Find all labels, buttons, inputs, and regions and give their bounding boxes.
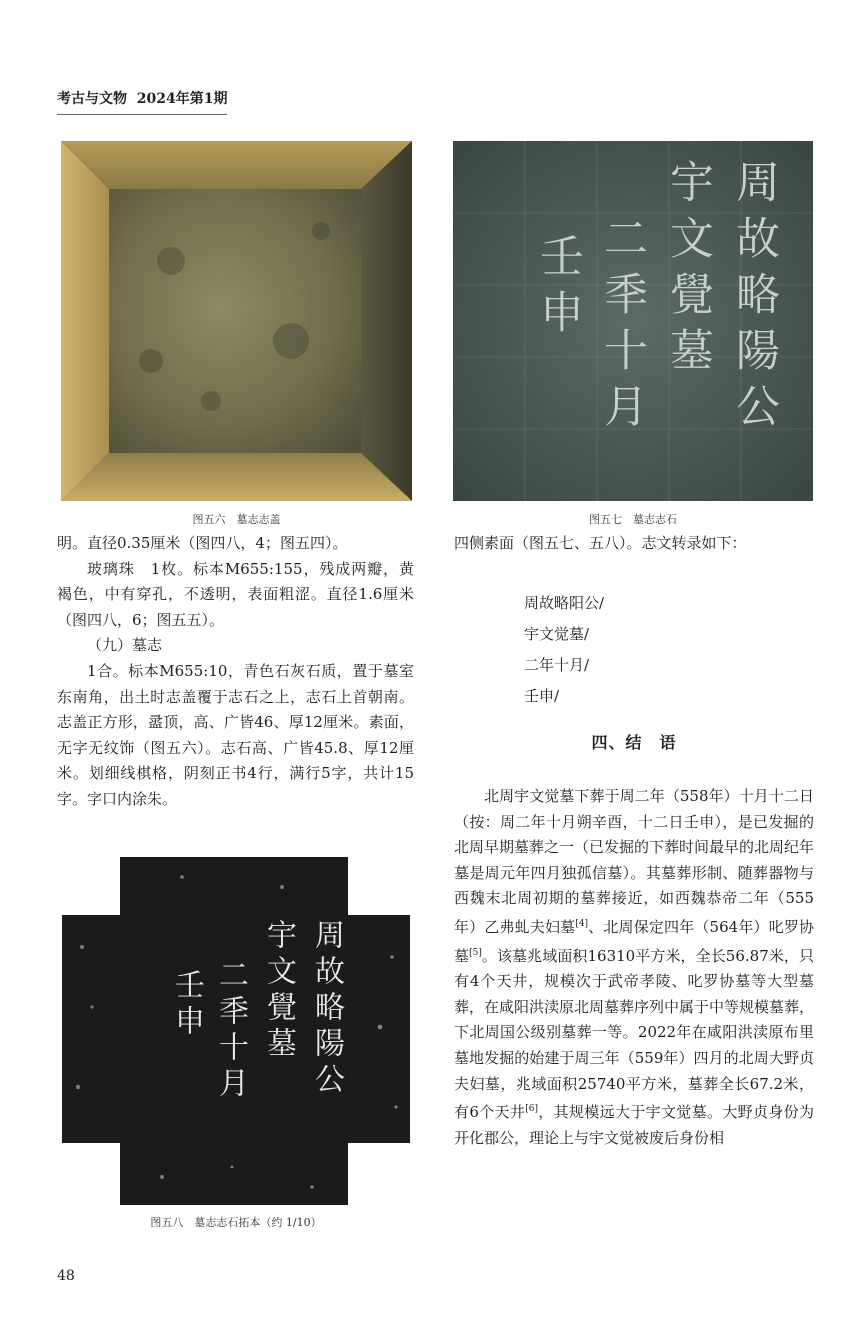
right-column-text [454, 784, 814, 1151]
paragraph: 四侧素面（图五七、五八）。志文转录如下： [454, 534, 747, 552]
stone-inscription-col-3: 二秊十月 [596, 215, 647, 439]
figure-56-photo [61, 141, 412, 501]
journal-header [57, 88, 227, 115]
stone-inscription-col-2: 宇文覺墓 [662, 159, 713, 383]
right-column-intro [454, 531, 814, 557]
epitaph-lid-image [61, 141, 412, 501]
citation-6[interactable]: [6] [525, 1104, 538, 1115]
stone-inscription-col-4: 壬申 [532, 233, 583, 345]
paragraph: 1合。标本M655:10，青色石灰石质，置于墓室东南角，出土时志盖覆于志石之上，志石上首朝南。志盖正方形，盝顶，高、广皆46、厚12厘米。素面，无字无纹饰（图五六）。志石高、广皆45.8、厚12厘米。划细线棋格，阴刻正书4行，满行5字，共计15字。字口内涂朱。 [57, 661, 414, 808]
figure-57-caption: 图五七 墓志志石 [589, 513, 677, 526]
figure-58-caption: 图五八 墓志志石拓本（约 1/10） [150, 1216, 322, 1229]
paragraph [454, 784, 814, 1151]
citation-4[interactable]: [4] [575, 918, 589, 929]
paragraph-text: ，其规模远大于宇文觉墓。大野贞身份为开化郡公，理论上与宇文觉被废后身份相 [454, 1103, 814, 1147]
rubbing-inscription-col-3: 二秊十月 [213, 959, 248, 1103]
figure-58-photo [62, 857, 410, 1205]
paragraph: 玻璃珠 1枚。标本M655:155，残成两瓣，黄褐色，中有穿孔，不透明，表面粗涩。直径1.6厘米（图四八，6；图五五）。 [57, 559, 414, 629]
section-heading: 四、结 语 [591, 733, 677, 752]
journal-name: 考古与文物 [57, 91, 127, 107]
figure-56-caption: 图五六 墓志志盖 [192, 513, 281, 526]
rubbing-inscription-col-1: 周故略陽公 [309, 919, 344, 1099]
paragraph: 明。直径0.35厘米（图四八，4；图五四）。 [57, 534, 348, 552]
subsection-heading: （九）墓志 [87, 636, 163, 655]
left-column-text [57, 531, 414, 813]
figure-57-photo [453, 141, 813, 501]
paragraph-text: 北周宇文觉墓下葬于周二年（558年）十月十二日（按：周二年十月朔辛酉，十二日壬申），是已发掘的北周早期墓葬之一（已发掘的下葬时间最早的北周纪年墓是周元年四月独孤信墓）。其墓葬形制、随葬器物与西魏末北周初期的墓葬接近，如西魏恭帝二年（555年）乙弗虬夫妇墓 [454, 787, 815, 936]
citation-5[interactable]: [5] [469, 947, 482, 958]
rubbing-inscription-col-4: 壬申 [169, 969, 204, 1041]
inscription-transcription [524, 588, 604, 712]
stone-inscription-col-1: 周故略陽公 [728, 159, 779, 439]
transcription-line: 二年十月/ [524, 656, 590, 674]
transcription-line: 壬申/ [524, 687, 560, 705]
page-number: 48 [57, 1268, 75, 1284]
rubbing-inscription-col-2: 宇文覺墓 [261, 919, 296, 1063]
paragraph-text: 。该墓兆域面积16310平方米，全长56.87米，只有4个天井，规模次于武帝孝陵、叱罗协墓等大型墓葬，在咸阳洪渎原北周墓葬序列中属于中等规模墓葬，下北周国公级别墓葬一等。2022年在咸阳洪渎原布里墓地发掘的始建于周三年（559年）四月的北周大野贞夫妇墓，兆域面积25740平方米，墓葬全长67.2米，有6个天井 [454, 946, 815, 1122]
journal-issue: 2024年第1期 [136, 91, 228, 107]
transcription-line: 周故略阳公/ [524, 594, 605, 612]
transcription-line: 宇文觉墓/ [524, 625, 590, 643]
paragraph-text: 、北周保定四年（564年）叱罗协墓 [454, 917, 814, 965]
